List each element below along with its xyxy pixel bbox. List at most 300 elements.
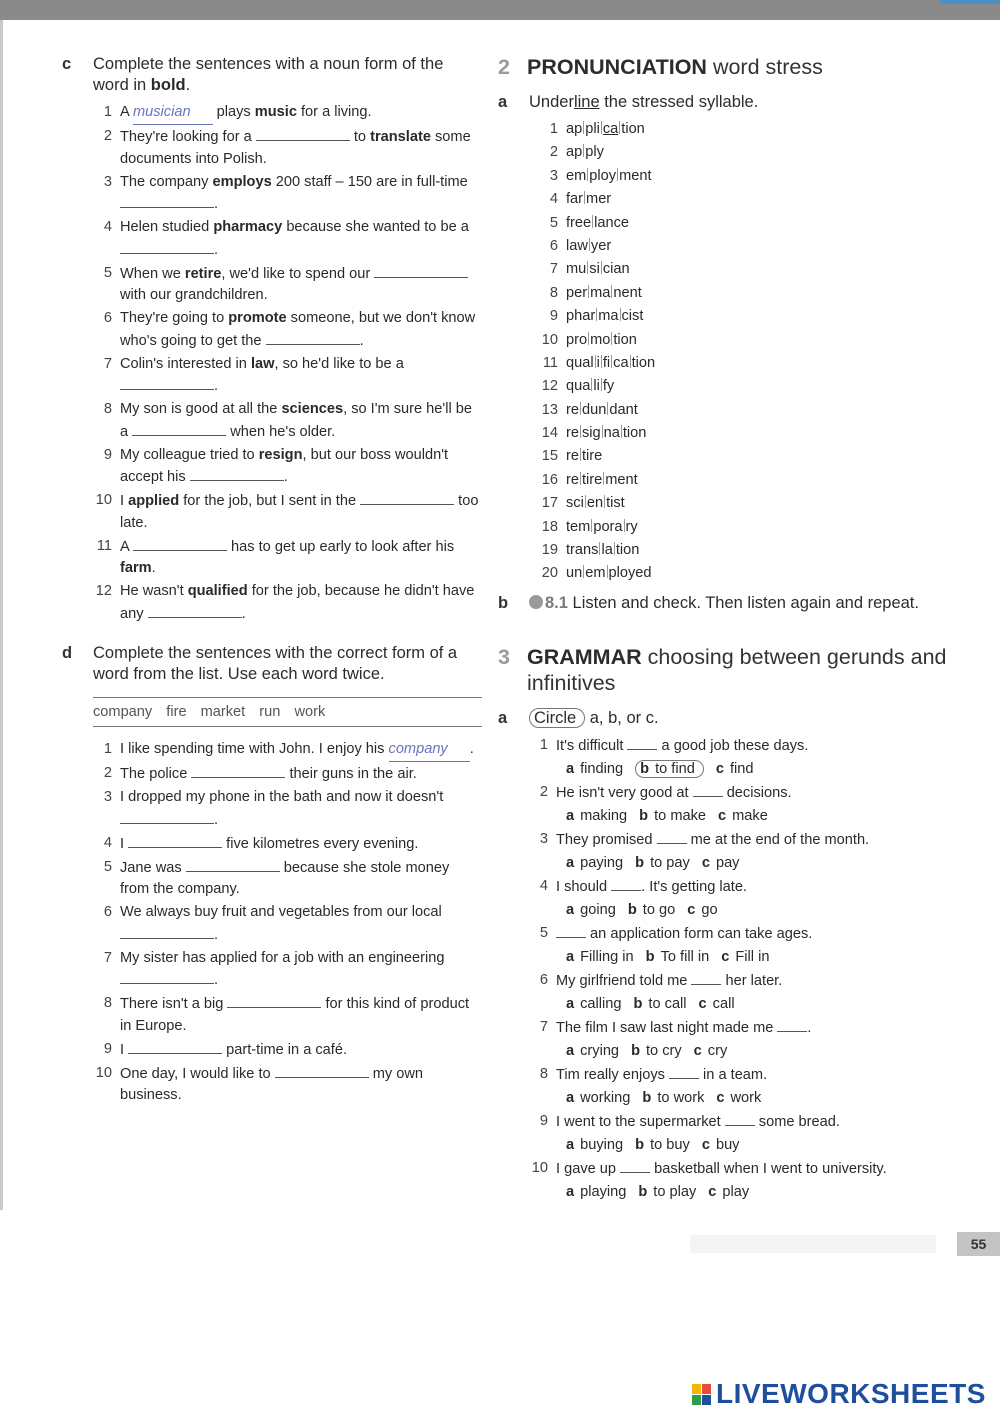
option-b[interactable] bbox=[639, 808, 706, 824]
answer-blank[interactable] bbox=[133, 536, 227, 551]
item-number: 18 bbox=[541, 518, 558, 535]
syllable[interactable]: ma bbox=[590, 284, 611, 301]
option-c[interactable] bbox=[718, 808, 768, 824]
option-letter: b bbox=[642, 1089, 652, 1106]
item-text bbox=[120, 857, 482, 901]
option-b[interactable] bbox=[646, 949, 710, 965]
syllable[interactable]: ma bbox=[598, 308, 619, 325]
grammar-list bbox=[518, 735, 968, 1204]
syllable-divider bbox=[617, 168, 618, 181]
item-number: 19 bbox=[541, 542, 558, 559]
section-number: 3 bbox=[498, 644, 510, 669]
list-item bbox=[518, 563, 968, 585]
syllable[interactable]: re bbox=[566, 401, 579, 418]
syllable-word[interactable] bbox=[566, 213, 968, 235]
exercise-instruction bbox=[529, 92, 758, 113]
option-c[interactable] bbox=[699, 996, 735, 1012]
option-c[interactable] bbox=[716, 761, 754, 777]
item-number: 12 bbox=[541, 378, 558, 395]
item-number: 14 bbox=[541, 425, 558, 442]
syllable[interactable]: em bbox=[566, 167, 587, 184]
item-text bbox=[556, 782, 968, 805]
syllable-word[interactable] bbox=[566, 517, 968, 539]
list-item bbox=[518, 330, 968, 352]
item-number: 7 bbox=[549, 261, 558, 278]
list-item bbox=[82, 490, 482, 534]
answer-blank[interactable] bbox=[725, 1111, 755, 1126]
syllable[interactable]: ployed bbox=[608, 565, 652, 582]
exercise-instruction bbox=[93, 54, 482, 96]
bold-word: applied bbox=[128, 493, 180, 509]
option-text: to call bbox=[648, 995, 687, 1012]
list-item bbox=[518, 970, 968, 993]
item-number: 10 bbox=[541, 331, 558, 348]
instruction-underlined: line bbox=[573, 93, 600, 111]
item-number: 7 bbox=[103, 355, 112, 372]
answer-blank[interactable] bbox=[227, 993, 321, 1008]
option-b[interactable] bbox=[631, 1043, 682, 1059]
syllable[interactable]: la bbox=[601, 542, 613, 559]
item-text bbox=[120, 1039, 482, 1062]
sentence-text: some bread. bbox=[754, 1113, 840, 1130]
option-c[interactable] bbox=[702, 1137, 740, 1153]
syllable[interactable]: pora bbox=[593, 518, 623, 535]
option-b[interactable] bbox=[634, 996, 687, 1012]
answer-blank[interactable] bbox=[190, 466, 284, 481]
syllable[interactable]: tion bbox=[631, 354, 656, 371]
answer-blank[interactable] bbox=[120, 969, 214, 984]
option-text: to cry bbox=[645, 1042, 682, 1059]
item-number: 17 bbox=[541, 495, 558, 512]
answer-blank[interactable] bbox=[777, 1017, 807, 1032]
syllable[interactable]: tire bbox=[581, 448, 603, 465]
sentence-text: I should bbox=[556, 878, 612, 895]
syllable[interactable]: i bbox=[596, 354, 600, 371]
answer-options bbox=[518, 947, 968, 969]
item-text bbox=[556, 876, 968, 899]
item-text bbox=[120, 263, 482, 307]
answer-blank[interactable] bbox=[275, 1063, 369, 1078]
syllable-word[interactable] bbox=[566, 376, 968, 398]
syllable[interactable]: fy bbox=[602, 378, 615, 395]
sentence-text: He isn't very good at bbox=[556, 784, 693, 801]
syllable[interactable]: phar bbox=[566, 308, 596, 325]
sentence-text: , we'd like to spend our bbox=[221, 265, 375, 282]
option-letter: a bbox=[566, 948, 575, 965]
syllable[interactable]: pli bbox=[585, 121, 600, 137]
item-text bbox=[120, 1063, 482, 1107]
item-number: 8 bbox=[539, 1065, 548, 1082]
right-column bbox=[498, 54, 968, 1205]
exercise-letter: a bbox=[498, 93, 508, 111]
exercise-d-heading bbox=[62, 643, 482, 685]
option-text: to make bbox=[654, 807, 707, 824]
syllable[interactable]: ca bbox=[613, 354, 629, 371]
syllable-word[interactable] bbox=[566, 283, 968, 305]
syllable[interactable]: re bbox=[566, 448, 579, 465]
brand-logo[interactable] bbox=[692, 1378, 986, 1410]
syllable[interactable]: sig bbox=[581, 425, 601, 442]
answer-blank[interactable] bbox=[669, 1064, 699, 1079]
sentence-text: . bbox=[214, 241, 219, 258]
syllable-divider bbox=[588, 332, 589, 345]
syllable[interactable]: yer bbox=[590, 237, 612, 254]
option-text: call bbox=[712, 995, 735, 1012]
list-item bbox=[518, 1017, 968, 1040]
syllable[interactable]: ap bbox=[566, 121, 583, 137]
option-b[interactable] bbox=[638, 1184, 696, 1200]
list-item bbox=[82, 399, 482, 443]
item-number: 2 bbox=[539, 783, 548, 800]
list-item bbox=[82, 536, 482, 580]
syllable[interactable]: cian bbox=[602, 261, 630, 278]
syllable-word[interactable] bbox=[566, 540, 968, 562]
item-number: 10 bbox=[95, 1064, 112, 1081]
sentence-text: decisions. bbox=[722, 784, 792, 801]
syllable-word[interactable] bbox=[566, 189, 968, 211]
syllable[interactable]: far bbox=[566, 191, 584, 208]
item-text bbox=[556, 735, 968, 758]
option-a[interactable] bbox=[566, 996, 622, 1012]
list-item bbox=[518, 376, 968, 398]
syllable-word[interactable] bbox=[566, 493, 968, 515]
syllable[interactable]: mer bbox=[586, 191, 612, 208]
syllable-word[interactable] bbox=[566, 446, 968, 468]
syllable-word[interactable] bbox=[566, 236, 968, 258]
syllable-word[interactable] bbox=[566, 330, 968, 352]
option-a[interactable] bbox=[566, 902, 616, 918]
syllable-divider bbox=[620, 308, 621, 321]
list-item bbox=[518, 493, 968, 515]
answer-blank[interactable] bbox=[360, 490, 454, 505]
option-a[interactable] bbox=[566, 1090, 630, 1106]
brand-icon bbox=[692, 1384, 712, 1406]
item-number: 7 bbox=[539, 1018, 548, 1035]
option-letter: c bbox=[721, 948, 730, 965]
bold-word: pharmacy bbox=[213, 219, 283, 235]
option-c[interactable] bbox=[694, 1043, 728, 1059]
syllable[interactable]: ply bbox=[585, 144, 604, 161]
option-text: buy bbox=[715, 1136, 740, 1153]
syllable[interactable]: ment bbox=[605, 471, 638, 488]
option-letter: c bbox=[701, 854, 710, 871]
list-item bbox=[82, 739, 482, 762]
answer-blank[interactable] bbox=[120, 809, 214, 824]
option-text: playing bbox=[580, 1183, 627, 1200]
sentence-text: I like spending time with John. I enjoy his bbox=[120, 741, 389, 757]
answer-blank[interactable] bbox=[266, 330, 360, 345]
list-item bbox=[518, 876, 968, 899]
option-a[interactable] bbox=[566, 855, 623, 871]
option-b[interactable] bbox=[642, 1090, 704, 1106]
option-text: buying bbox=[580, 1136, 624, 1153]
instruction-circled: Circle bbox=[529, 708, 585, 728]
list-item bbox=[518, 142, 968, 164]
sentence-text: , but our boss wouldn't accept his bbox=[120, 446, 449, 485]
answer-blank[interactable] bbox=[556, 923, 586, 938]
answer-options bbox=[518, 1182, 968, 1204]
syllable-word[interactable] bbox=[566, 400, 968, 422]
item-number: 5 bbox=[539, 924, 548, 941]
item-number: 2 bbox=[103, 128, 112, 144]
syllable[interactable]: tion bbox=[615, 542, 640, 559]
syllable[interactable]: law bbox=[566, 237, 588, 254]
option-a[interactable] bbox=[566, 1043, 619, 1059]
option-text: crying bbox=[580, 1042, 620, 1059]
item-number: 15 bbox=[541, 448, 558, 465]
syllable[interactable]: ry bbox=[625, 518, 638, 535]
sentence-text: My colleague tried to bbox=[120, 446, 259, 463]
item-text bbox=[120, 993, 482, 1037]
option-a[interactable] bbox=[566, 1184, 626, 1200]
list-item bbox=[518, 735, 968, 758]
syllable-divider bbox=[607, 565, 608, 578]
item-number: 4 bbox=[549, 191, 558, 208]
answer-options bbox=[518, 759, 968, 781]
syllable[interactable]: dant bbox=[609, 401, 638, 418]
syllable[interactable]: mu bbox=[566, 261, 587, 278]
sentence-text: I went to the supermarket bbox=[556, 1113, 725, 1130]
syllable-divider bbox=[580, 448, 581, 461]
syllable-divider bbox=[614, 542, 615, 555]
syllable[interactable]: trans bbox=[566, 542, 599, 559]
sentence-text: for the job, but I sent in the bbox=[179, 493, 361, 509]
sentence-text: I dropped my phone in the bath and now it doesn't bbox=[120, 789, 444, 805]
syllable[interactable]: qual bbox=[566, 354, 594, 371]
list-item bbox=[518, 517, 968, 539]
item-number: 12 bbox=[95, 583, 112, 599]
item-text bbox=[120, 445, 482, 489]
option-letter: b bbox=[639, 807, 649, 824]
sentence-text: . It's getting late. bbox=[641, 878, 747, 895]
answer-blank[interactable] bbox=[186, 857, 280, 872]
answer-blank[interactable] bbox=[132, 421, 226, 436]
list-item bbox=[82, 787, 482, 831]
sentence-text: When we bbox=[120, 265, 185, 282]
item-number: 2 bbox=[549, 144, 558, 161]
sentence-text: someone, but we don't know who's going to get the bbox=[120, 310, 476, 349]
answer-blank[interactable] bbox=[148, 603, 242, 618]
audio-icon[interactable] bbox=[529, 595, 543, 609]
syllable[interactable]: pro bbox=[566, 331, 588, 348]
option-letter: a bbox=[566, 1089, 575, 1106]
option-letter: b bbox=[633, 995, 643, 1012]
syllable[interactable]: em bbox=[585, 565, 606, 582]
option-letter: a bbox=[566, 854, 575, 871]
option-text: going bbox=[580, 901, 616, 918]
syllable-word[interactable] bbox=[566, 306, 968, 328]
sentence-text: I bbox=[120, 1041, 129, 1058]
instruction-end: the stressed syllable. bbox=[599, 93, 759, 111]
answer-blank[interactable] bbox=[620, 1158, 650, 1173]
answer-blank[interactable] bbox=[611, 876, 641, 891]
syllable[interactable]: sci bbox=[566, 495, 584, 512]
syllable-word[interactable] bbox=[566, 259, 968, 281]
sentence-text: Colin's interested in bbox=[120, 355, 251, 372]
syllable[interactable]: cist bbox=[621, 308, 644, 325]
answer-blank[interactable] bbox=[120, 239, 214, 254]
syllable-word[interactable] bbox=[566, 166, 968, 188]
answer-blank[interactable] bbox=[691, 970, 721, 985]
item-number: 2 bbox=[103, 765, 112, 781]
syllable[interactable]: re bbox=[566, 425, 579, 442]
syllable[interactable]: tion bbox=[621, 121, 645, 137]
syllable[interactable]: tist bbox=[606, 495, 625, 512]
syllable-divider bbox=[601, 378, 602, 391]
option-a[interactable] bbox=[566, 808, 627, 824]
item-text bbox=[556, 923, 968, 946]
answer-blank[interactable] bbox=[120, 375, 214, 390]
sentence-text: because she stole money from the company. bbox=[120, 859, 450, 897]
syllable[interactable]: ment bbox=[619, 167, 652, 184]
option-letter: a bbox=[566, 901, 575, 918]
syllable[interactable]: ap bbox=[566, 144, 583, 161]
syllable-divider bbox=[589, 238, 590, 251]
bold-word: sciences bbox=[281, 401, 344, 417]
item-text bbox=[120, 581, 482, 625]
option-c[interactable] bbox=[702, 855, 740, 871]
exercise-d-list bbox=[82, 739, 482, 1107]
syllable[interactable]: li bbox=[593, 378, 600, 395]
option-c[interactable] bbox=[721, 949, 769, 965]
syllable[interactable]: un bbox=[566, 565, 583, 582]
section-name: GRAMMAR bbox=[527, 644, 642, 669]
option-a[interactable] bbox=[566, 1137, 623, 1153]
sentence-text: There isn't a big bbox=[120, 996, 228, 1012]
option-text: work bbox=[730, 1089, 762, 1106]
item-number: 9 bbox=[549, 308, 558, 325]
answer-blank[interactable] bbox=[627, 735, 657, 750]
item-number: 8 bbox=[103, 401, 112, 417]
syllable-word[interactable] bbox=[566, 142, 968, 164]
top-accent bbox=[940, 0, 1000, 4]
sentence-text: . bbox=[807, 1019, 812, 1036]
sentence-text: an application form can take ages. bbox=[586, 925, 813, 942]
syllable[interactable]: tire bbox=[581, 471, 603, 488]
option-b[interactable] bbox=[635, 760, 704, 778]
list-item bbox=[82, 172, 482, 216]
option-b[interactable] bbox=[635, 855, 690, 871]
answer-blank[interactable] bbox=[120, 193, 214, 208]
answer-blank[interactable] bbox=[128, 833, 222, 848]
answer-blank[interactable] bbox=[657, 829, 687, 844]
option-c[interactable] bbox=[687, 902, 717, 918]
syllable[interactable]: lance bbox=[594, 214, 630, 231]
option-a[interactable] bbox=[566, 761, 623, 777]
item-text bbox=[556, 1111, 968, 1134]
answer-blank[interactable] bbox=[128, 1039, 222, 1054]
answer-blank[interactable] bbox=[693, 782, 723, 797]
option-a[interactable] bbox=[566, 949, 634, 965]
item-text bbox=[556, 1158, 968, 1181]
bold-word: law bbox=[250, 355, 275, 372]
syllable[interactable]: si bbox=[589, 261, 600, 278]
syllable-word[interactable] bbox=[566, 563, 968, 585]
option-text: to pay bbox=[650, 854, 690, 871]
syllable[interactable]: en bbox=[586, 495, 604, 512]
option-letter: c bbox=[715, 760, 724, 777]
list-item bbox=[518, 353, 968, 375]
syllable[interactable]: mo bbox=[590, 331, 611, 348]
section-name: PRONUNCIATION bbox=[527, 55, 707, 79]
option-c[interactable] bbox=[716, 1090, 761, 1106]
syllable-word[interactable] bbox=[566, 423, 968, 445]
answer-blank[interactable] bbox=[120, 924, 214, 939]
item-number: 1 bbox=[539, 736, 548, 753]
syllable[interactable]: ploy bbox=[589, 167, 617, 184]
option-b[interactable] bbox=[628, 902, 675, 918]
item-text bbox=[120, 102, 482, 125]
syllable[interactable]: tem bbox=[566, 518, 591, 535]
syllable[interactable]: free bbox=[566, 214, 592, 231]
syllable-divider bbox=[580, 472, 581, 485]
syllable[interactable]: dun bbox=[581, 401, 607, 418]
list-item bbox=[518, 1064, 968, 1087]
option-b[interactable] bbox=[635, 1137, 690, 1153]
option-letter: a bbox=[566, 1042, 575, 1059]
syllable[interactable]: na bbox=[603, 425, 620, 442]
option-letter: a bbox=[566, 1183, 575, 1200]
page-number: 55 bbox=[957, 1232, 1000, 1256]
instruction-text: Under bbox=[529, 93, 574, 111]
syllable-divider bbox=[580, 402, 581, 415]
sentence-text: . bbox=[214, 378, 219, 394]
syllable[interactable]: fi bbox=[602, 354, 611, 371]
syllable[interactable]: ca bbox=[602, 121, 619, 137]
word-option: company bbox=[93, 704, 153, 720]
item-number: 6 bbox=[539, 971, 548, 988]
sentence-text: My girlfriend told me bbox=[556, 972, 692, 989]
sentence-text: One day, I would like to bbox=[120, 1065, 275, 1082]
list-item bbox=[518, 189, 968, 211]
answer-blank[interactable] bbox=[256, 126, 350, 141]
syllable[interactable]: nent bbox=[613, 284, 642, 301]
exercise-instruction bbox=[529, 708, 659, 729]
syllable-divider bbox=[601, 261, 602, 274]
item-number: 8 bbox=[549, 284, 558, 301]
syllable[interactable]: qua bbox=[566, 378, 591, 395]
bold-word: qualified bbox=[187, 583, 248, 599]
list-item bbox=[518, 236, 968, 258]
item-number: 5 bbox=[103, 264, 112, 281]
answer-blank[interactable] bbox=[191, 763, 285, 778]
option-c[interactable] bbox=[708, 1184, 749, 1200]
example-answer: company bbox=[389, 739, 470, 762]
exercise-c-list bbox=[82, 102, 482, 625]
syllable-word[interactable] bbox=[566, 119, 968, 141]
option-letter: a bbox=[566, 807, 575, 824]
syllable-word[interactable] bbox=[566, 470, 968, 492]
syllable[interactable]: per bbox=[566, 284, 588, 301]
list-item bbox=[82, 948, 482, 992]
syllable[interactable]: tion bbox=[622, 425, 647, 442]
item-number: 1 bbox=[103, 741, 112, 757]
syllable[interactable]: tion bbox=[613, 331, 637, 348]
item-number: 16 bbox=[541, 471, 558, 488]
option-text: make bbox=[732, 807, 768, 824]
item-number: 10 bbox=[531, 1159, 548, 1176]
item-text bbox=[556, 1064, 968, 1087]
syllable[interactable]: re bbox=[566, 471, 579, 488]
bold-word: music bbox=[254, 104, 297, 120]
item-number: 6 bbox=[103, 310, 112, 326]
item-text bbox=[120, 217, 482, 261]
answer-blank[interactable] bbox=[374, 263, 468, 278]
list-item bbox=[82, 102, 482, 125]
sentence-text: . bbox=[214, 811, 219, 828]
syllable-word[interactable] bbox=[566, 353, 968, 375]
item-number: 3 bbox=[103, 173, 112, 190]
